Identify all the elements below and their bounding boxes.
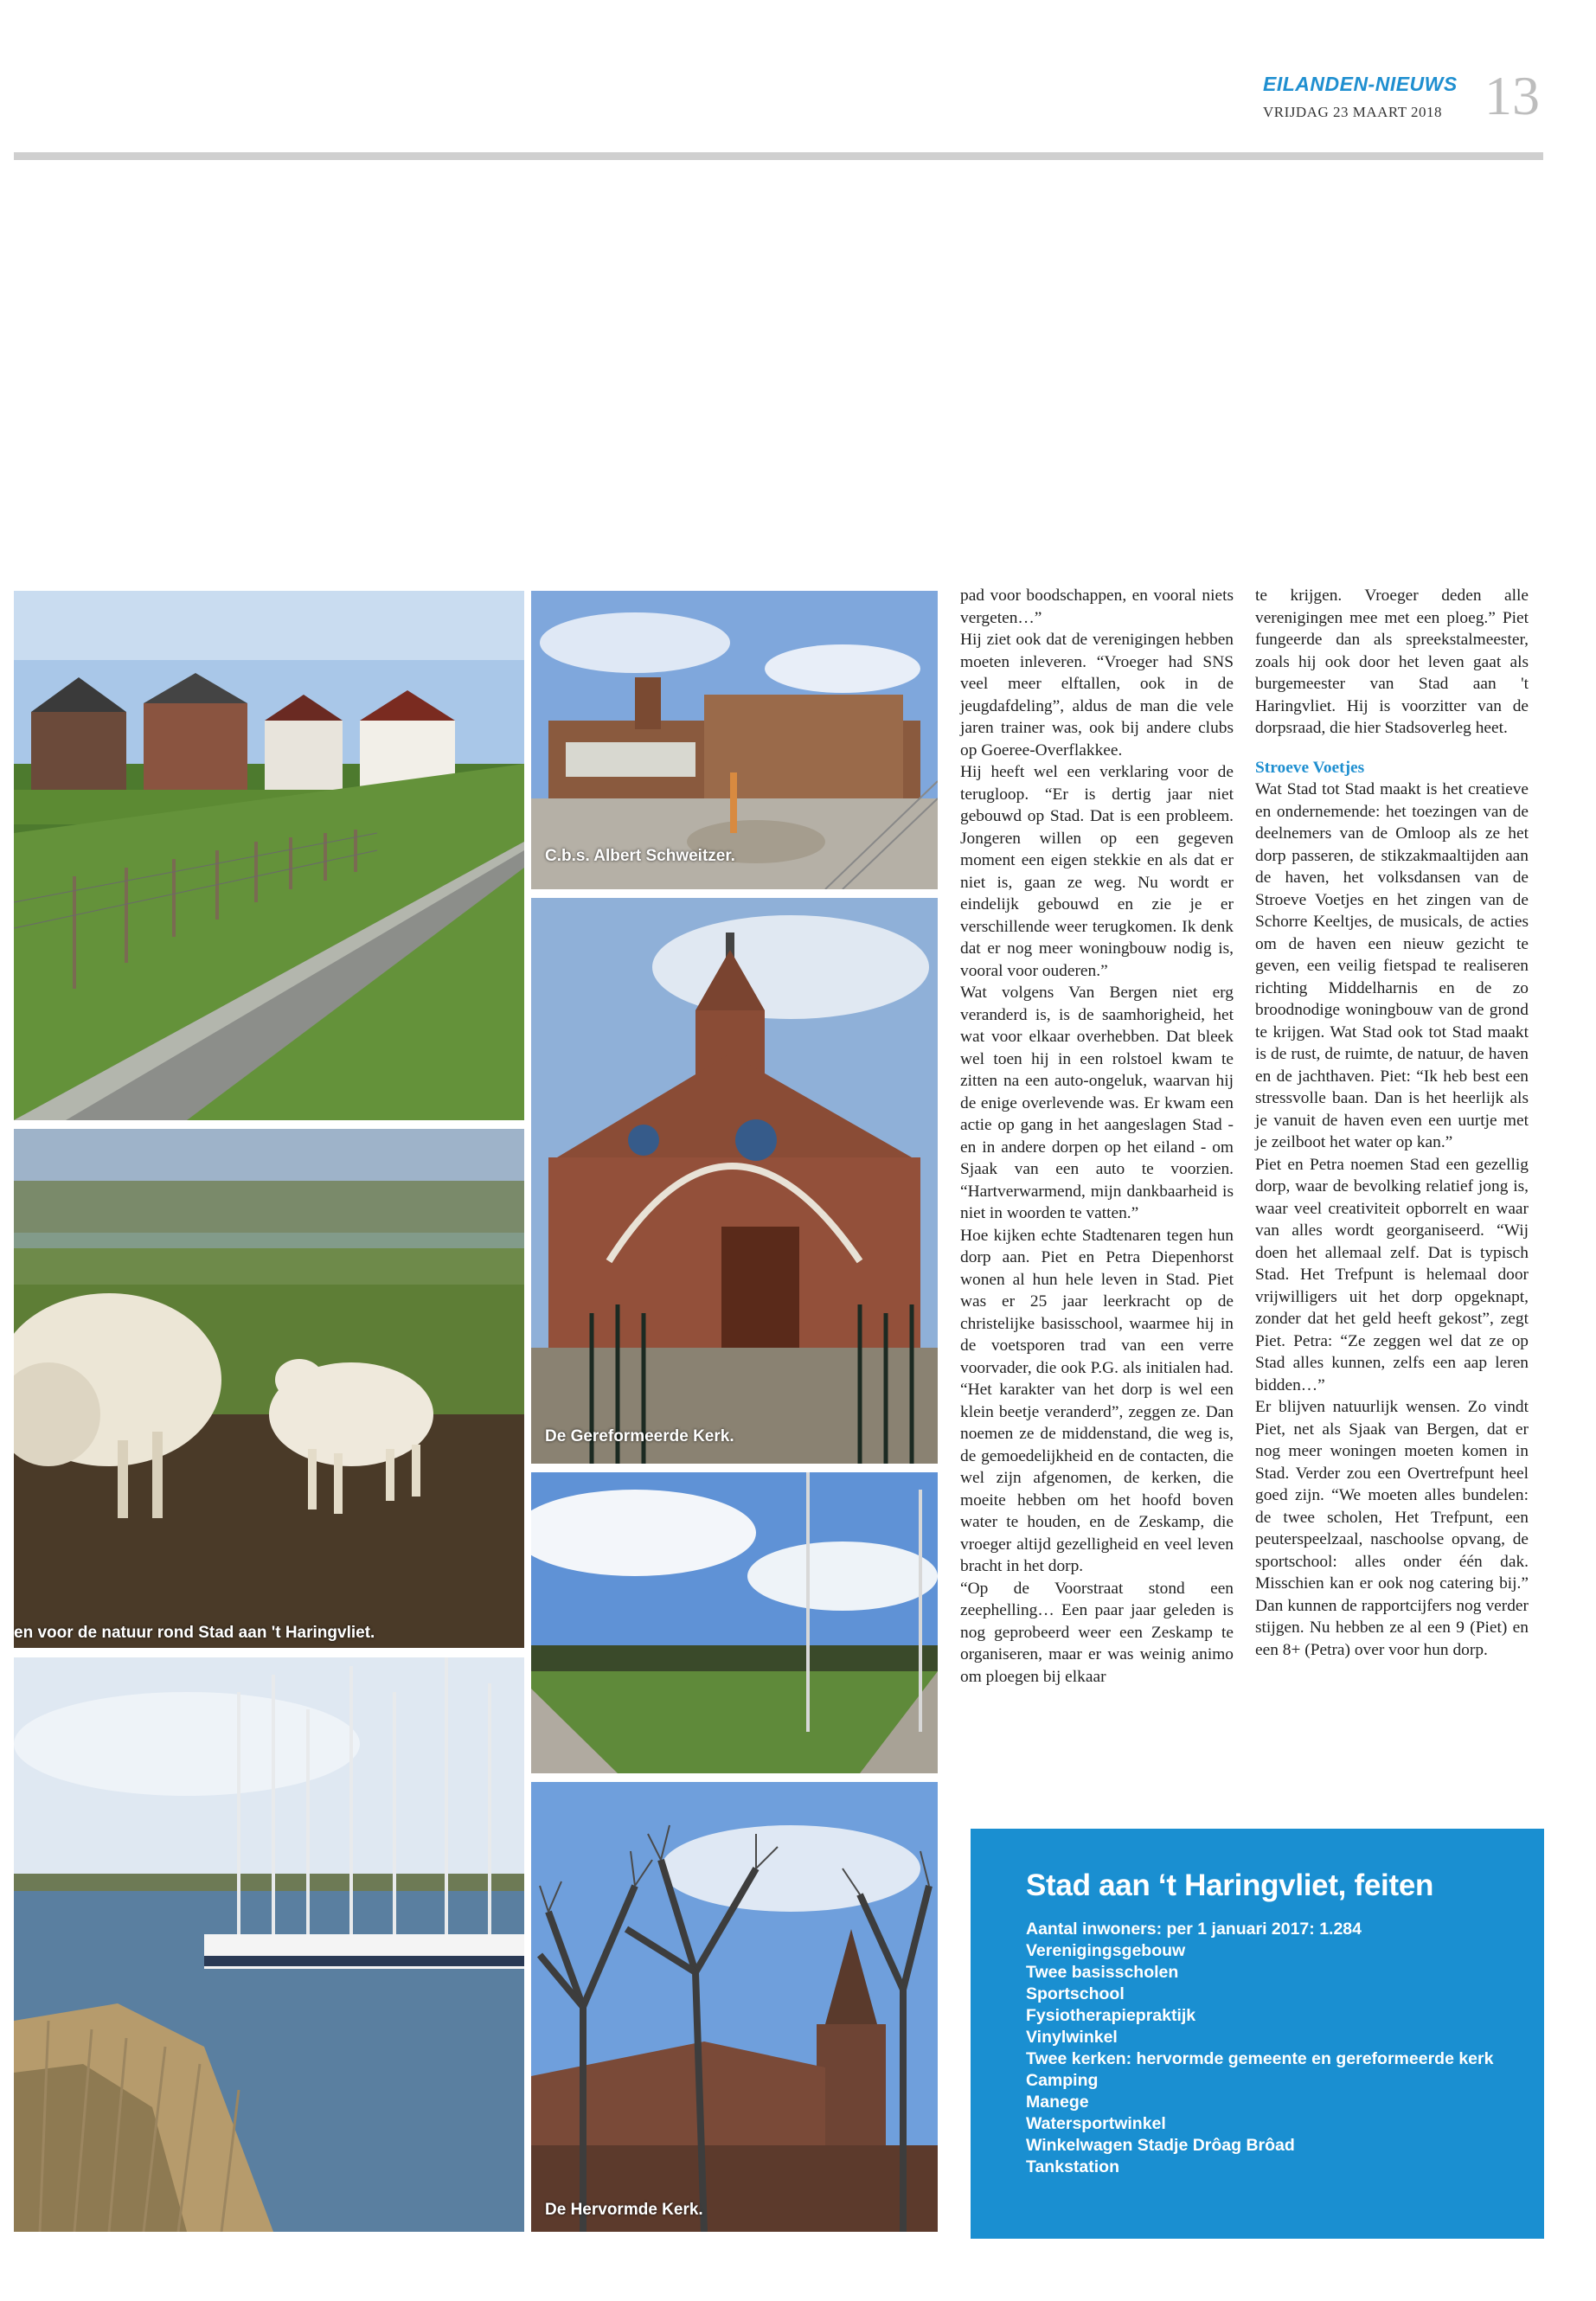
paragraph: Wat volgens Van Bergen niet erg veranderd is, is de saamhorigheid, het wat voor elkaar overhebben. Dat bleek wel toen hij in een rolstoel kwam te zitten na een auto-ongeluk, waarvan hij de enige overlevende was. Er kwam een actie op gang in het aangeslagen Stad - en in andere dorpen op het eiland - om Sjaak van een auto te voorzien. “Hartverwarmend, mijn dankbaarheid is niet in woorden te vatten.” (960, 984, 1234, 1222)
fact-item: Vinylwinkel (1026, 2028, 1118, 2047)
article-column-1 (960, 585, 1234, 1688)
dateline: VRIJDAG 23 MAART 2018 (1263, 104, 1443, 120)
photo-dike-road (14, 591, 524, 1120)
paragraph: Piet en Petra noemen Stad een gezellig dorp, waar de bevolking relatief jong is, waar veel creativiteit opborrelt en waar van alles wordt georganiseerd. “Wij doen het allemaal zelf. Dat is typisch Stad. Het Trefpunt is helemaal door vrijwilligers uit het dorp opgeknapt, zonder dat het geld heeft gekost”, zegt Piet. Petra: “Ze zeggen wel dat ze op Stad alles kunnen, zelfs een aap leren bidden…” (1255, 1155, 1529, 1394)
fact-item: Watersportwinkel (1026, 2114, 1166, 2133)
article-column-2 (1255, 585, 1529, 1661)
fact-item: Verenigingsgebouw (1026, 1941, 1186, 1960)
photo-sports-field (531, 1472, 938, 1773)
paragraph: Er blijven natuurlijk wensen. Zo vindt Piet, net als Sjaak van Bergen, dat er nog meer woningen moeten komen in Stad. Verder zou een Overtrefpunt heel goed zijn. “We moeten alles bundelen: de twee scholen, Het Trefpunt, een peuterspeelzaal, naschoolse opvang, de sportschool: alles onder één dak. Misschien kan er ook nog catering bij.” Dan kunnen de rapportcijfers nog verder stijgen. Nu hebben ze al een 9 (Piet) en een 8+ (Petra) over voor hun dorp. (1255, 1398, 1529, 1659)
fact-item: Camping (1026, 2071, 1099, 2090)
paragraph: pad voor boodschappen, en vooral niets vergeten…” (960, 586, 1234, 627)
fact-item: Tankstation (1026, 2157, 1119, 2176)
fact-item: Aantal inwoners: per 1 januari 2017: 1.284 (1026, 1920, 1362, 1939)
photo-sheep (14, 1129, 524, 1648)
photo-herv-church (531, 1782, 938, 2232)
photo-caption: C.b.s. Albert Schweitzer. (545, 847, 735, 865)
photo-caption: De Gereformeerde Kerk. (545, 1427, 734, 1445)
fact-item: Twee basisscholen (1026, 1963, 1179, 1982)
page-number: 13 (1484, 65, 1540, 126)
photo-caption: en voor de natuur rond Stad aan 't Haringvliet. (14, 1624, 375, 1642)
facts-box (971, 1829, 1544, 2239)
subheading: Stroeve Voetjes (1255, 758, 1365, 777)
paragraph: te krijgen. Vroeger deden alle verenigingen mee met een ploeg.” Piet fungeerde dan als spreekstalmeester, zoals hij ook door het leven gaat als burgemeester van Stad aan 't Haringvliet. Hij is voorzitter van de dorpsraad, die hier Stadsoverleg heet. (1255, 586, 1529, 737)
photo-caption: De Hervormde Kerk. (545, 2201, 703, 2219)
paragraph: Hij heeft wel een verklaring voor de terugloop. “Er is dertig jaar niet gebouwd op Stad. Dat is een probleem. Jongeren willen op een gegeven moment een eigen stekkie en als dat er niet is, gaan ze weg. Nu wordt er eindelijk gebouwd en zie je er verschillende weer terugkomen. Ik denk dat er nog meer woningbouw nodig is, vooral voor ouderen.” (960, 763, 1234, 980)
fact-item: Winkelwagen Stadje Drôag Brôad (1026, 2136, 1295, 2155)
fact-item: Sportschool (1026, 1984, 1125, 2003)
paragraph: “Op de Voorstraat stond een zeephelling… Een paar jaar geleden is nog geprobeerd weer een Zeskamp te organiseren, maar er was weinig animo om ploegen bij elkaar (960, 1579, 1234, 1686)
fact-item: Twee kerken: hervormde gemeente en gereformeerde kerk (1026, 2049, 1494, 2068)
paragraph: Hij ziet ook dat de verenigingen hebben moeten inleveren. “Vroeger had SNS veel meer elftallen, ook in de jeugdafdeling”, aldus de man die vele jaren trainer was, ook bij andere clubs op Goeree-Overflakkee. (960, 631, 1234, 760)
photo-school (531, 591, 938, 889)
fact-item: Manege (1026, 2093, 1089, 2112)
photo-geref-church (531, 898, 938, 1464)
header-rule (14, 152, 1543, 160)
facts-list (1026, 1919, 1493, 2178)
paragraph: Wat Stad tot Stad maakt is het creatieve en ondernemende: het toezingen van de deelnemers van de Omloop als ze het dorp passeren, de stikzakmaaltijden aan de haven, het volksdansen van de Stroeve Voetjes en het zingen van de Schorre Keeltjes, de musicals, de acties om de haven een nieuw gezicht te geven, een veilig fietspad te realiseren richting Middelharnis en de zo broodnodige woningbouw van de grond te krijgen. Wat Stad ook tot Stad maakt is de rust, de ruimte, de natuur, de haven en de jachthaven. Piet: “Ik heb best een stressvolle baan. Dan is het heerlijk als je vanuit de haven even een uurtje met je zeilboot het water op kan.” (1255, 780, 1529, 1151)
masthead: EILANDEN-NIEUWS (1263, 73, 1458, 95)
facts-title: Stad aan ‘t Haringvliet, feiten (1026, 1868, 1434, 1902)
photo-harbor (14, 1657, 524, 2232)
fact-item: Fysiotherapiepraktijk (1026, 2006, 1196, 2025)
paragraph: Hoe kijken echte Stadtenaren tegen hun dorp aan. Piet en Petra Diepenhorst wonen al hun hele leven in Stad. Piet was er 25 jaar leerkracht op de christelijke basisschool, waarmee hij in de voetsporen trad van een verre voorvader, die ook P.G. als initialen had. “Het karakter van het dorp is wel een klein beetje veranderd”, zeggen ze. Dan noemen ze de middenstand, die weg is, de gemoedelijkheid en de contacten, die wel zijn afgenomen, de kerken, die moeite hebben om het hoofd boven water te houden, en de Zeskamp, die vroeger altijd gezelligheid en veel leven bracht in het dorp. (960, 1226, 1234, 1575)
